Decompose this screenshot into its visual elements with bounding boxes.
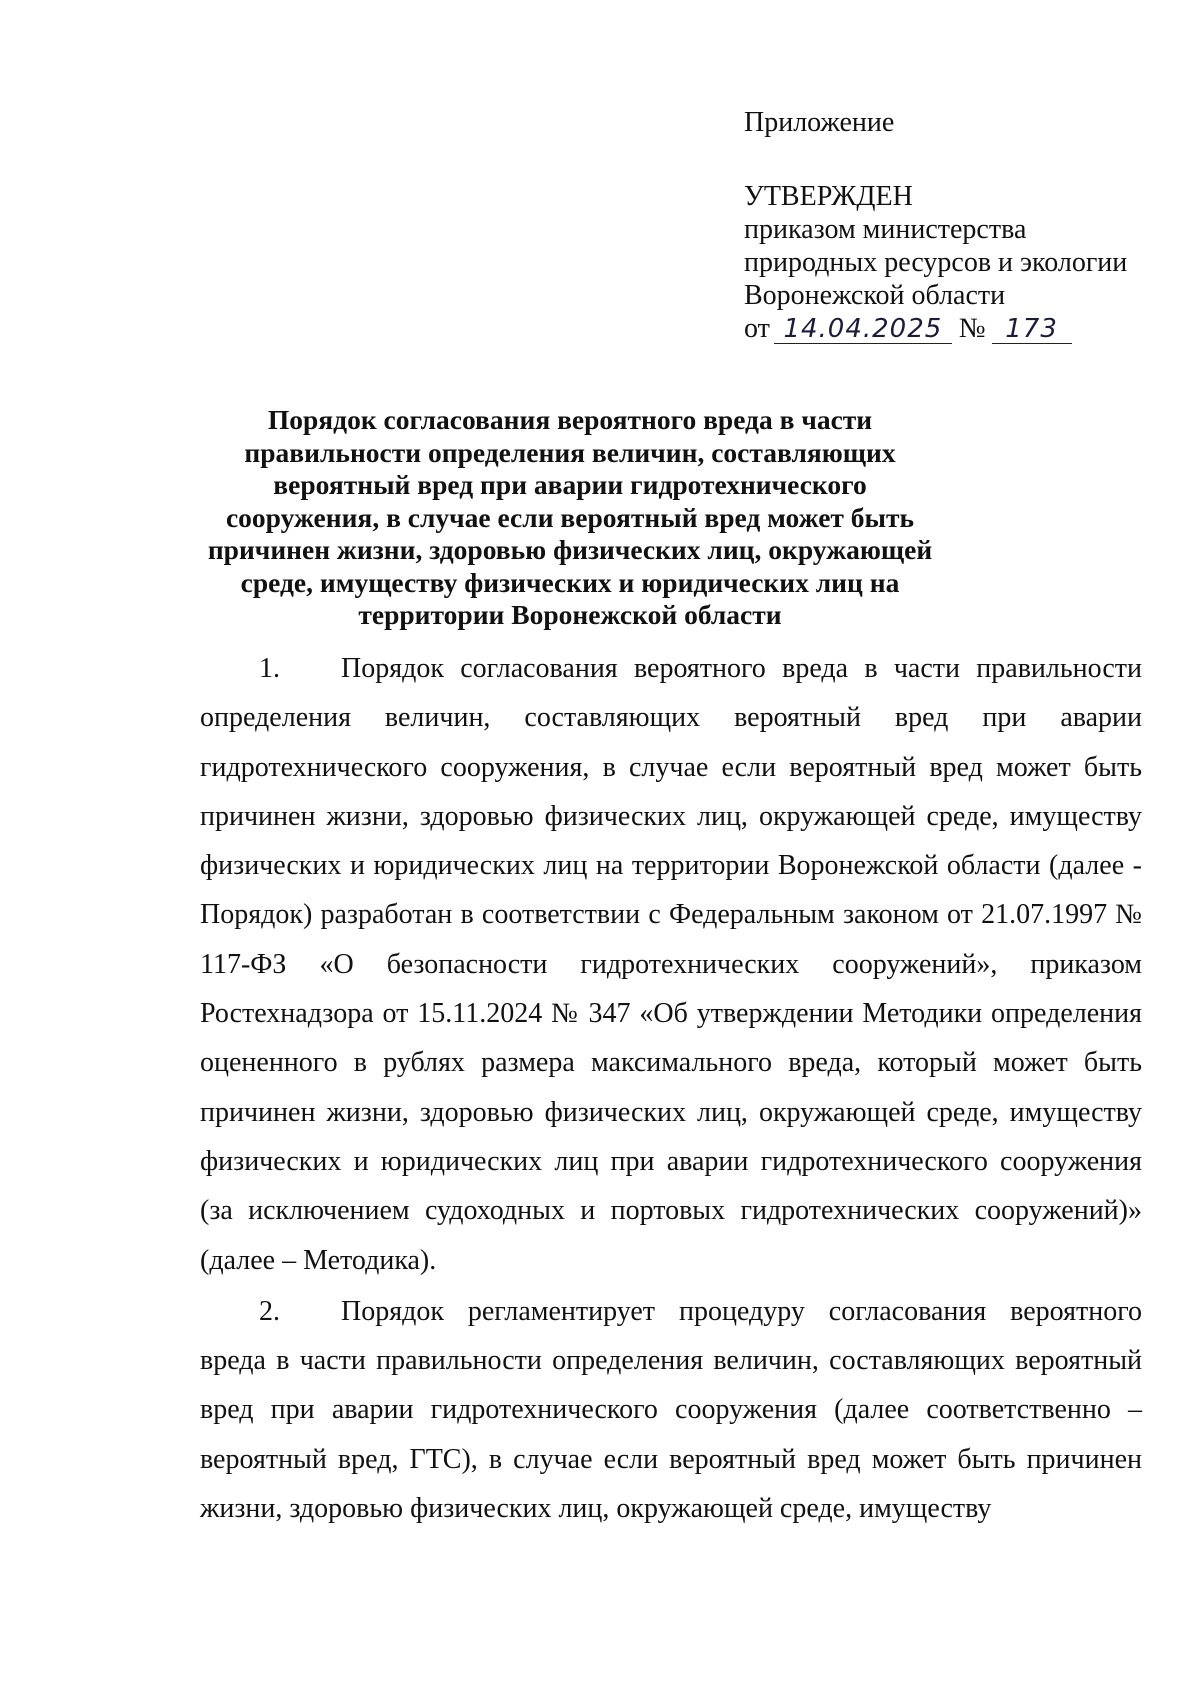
- paragraph-1: [200, 644, 1142, 1285]
- paragraph-text: Порядок регламентирует процедуру согласования вероятного вреда в части правильности определения величин, составляющих вероятный вред при аварии гидротехнического сооружения (далее соответственно – вероятный вред, ГТС), в случае если вероятный вред может быть причинен жизни, здоровью физических лиц, окружающей среде, имуществу: [200, 1295, 1142, 1525]
- document-title: Порядок согласования вероятного вреда в части правильности определения величин, составляющих вероятный вред при аварии гидротехнического сооружения, в случае если вероятный вред может быть причинен жизни, здоровью физических лиц, окружающей среде, имуществу физических и юридических лиц на территории Воронежской области: [207, 404, 933, 630]
- paragraph-number: 2.: [259, 1295, 280, 1327]
- handwritten-number: 173: [992, 315, 1072, 344]
- approval-stamp-block: [744, 106, 1164, 345]
- document-body: [200, 644, 1142, 1533]
- number-prefix: №: [958, 313, 986, 344]
- paragraph-number: 1.: [259, 653, 280, 684]
- paragraph-2: [200, 1287, 1142, 1533]
- approval-line-2: природных ресурсов и экологии: [744, 247, 1128, 278]
- order-date-number-line: [744, 312, 1164, 345]
- approved-label: УТВЕРЖДЕН: [744, 181, 913, 212]
- approval-line-1: приказом министерства: [744, 214, 1027, 245]
- date-prefix: от: [744, 313, 770, 344]
- appendix-label: Приложение: [744, 107, 895, 138]
- handwritten-date: 14.04.2025: [774, 315, 952, 344]
- paragraph-text: Порядок согласования вероятного вреда в части правильности определения величин, составляющих вероятный вред при аварии гидротехнического сооружения, в случае если вероятный вред может быть причинен жизни, здоровью физических лиц, окружающей среде, имуществу физических и юридических лиц на территории Воронежской области (далее - Порядок) разработан в соответствии с Федеральным законом от 21.07.1997 № 117-ФЗ «О безопасности гидротехнических сооружений», приказом Ростехнадзора от 15.11.2024 № 347 «Об утверждении Методики определения оцененного в рублях размера максимального вреда, который может быть причинен жизни, здоровью физических лиц, окружающей среде, имуществу физических и юридических лиц при аварии гидротехнического сооружения (за исключением судоходных и портовых гидротехнических сооружений)» (далее – Методика).: [200, 653, 1142, 1276]
- approval-line-3: Воронежской области: [744, 280, 1006, 311]
